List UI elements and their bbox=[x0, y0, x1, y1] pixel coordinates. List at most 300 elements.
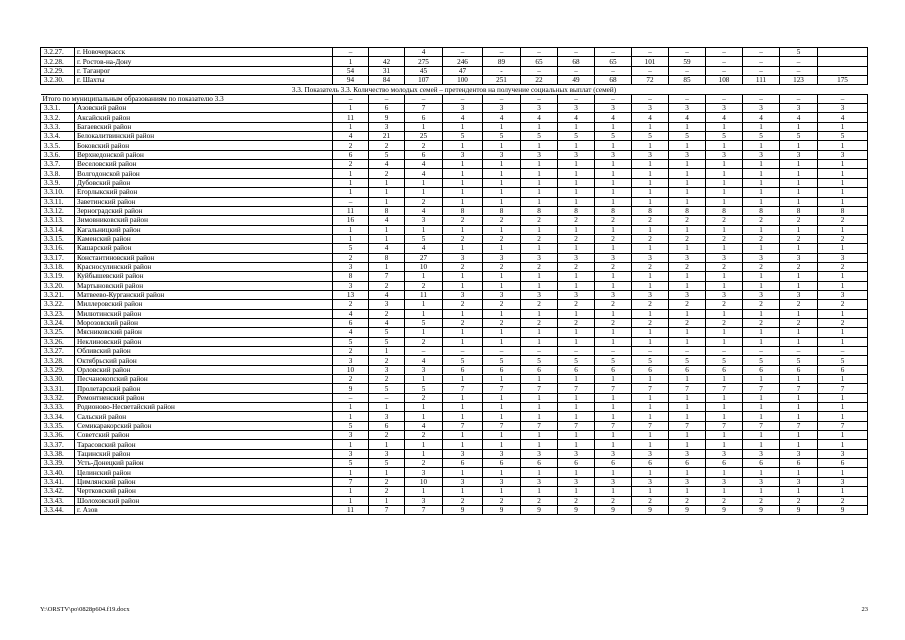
value-cell: 3 bbox=[595, 104, 632, 113]
value-cell: 7 bbox=[443, 421, 483, 430]
row-code: 3.2.29. bbox=[41, 66, 75, 75]
table-row bbox=[41, 206, 868, 215]
value-cell: 1 bbox=[632, 197, 669, 206]
value-cell: 7 bbox=[521, 421, 558, 430]
value-cell: 1 bbox=[706, 403, 743, 412]
value-cell: 1 bbox=[521, 178, 558, 187]
value-cell: 2 bbox=[483, 496, 521, 505]
row-code: 3.3.11. bbox=[41, 197, 75, 206]
value-cell: 3 bbox=[521, 477, 558, 486]
municipality-name: Заветинский район bbox=[75, 197, 333, 206]
value-cell: 8 bbox=[743, 206, 780, 215]
value-cell: 8 bbox=[780, 206, 818, 215]
value-cell: 1 bbox=[521, 337, 558, 346]
value-cell: 1 bbox=[558, 403, 595, 412]
row-code: 3.2.28. bbox=[41, 57, 75, 66]
value-cell: 1 bbox=[780, 141, 818, 150]
value-cell: 1 bbox=[521, 440, 558, 449]
value-cell: 1 bbox=[632, 169, 669, 178]
value-cell: 3 bbox=[558, 449, 595, 458]
value-cell: 1 bbox=[443, 281, 483, 290]
value-cell: 3 bbox=[333, 262, 369, 271]
value-cell: 1 bbox=[632, 440, 669, 449]
value-cell: 1 bbox=[706, 188, 743, 197]
value-cell: 107 bbox=[405, 76, 443, 85]
municipality-name: Шолоховский район bbox=[75, 496, 333, 505]
value-cell: 3 bbox=[780, 449, 818, 458]
value-cell: 1 bbox=[483, 272, 521, 281]
value-cell: – bbox=[483, 48, 521, 57]
value-cell: 1 bbox=[743, 122, 780, 131]
value-cell: 1 bbox=[483, 178, 521, 187]
municipality-name: Красносулинский район bbox=[75, 262, 333, 271]
value-cell: 3 bbox=[595, 290, 632, 299]
value-cell: – bbox=[669, 48, 706, 57]
value-cell: – bbox=[443, 347, 483, 356]
value-cell: 1 bbox=[369, 468, 405, 477]
row-code: 3.2.27. bbox=[41, 48, 75, 57]
value-cell: – bbox=[333, 48, 369, 57]
value-cell: 9 bbox=[443, 505, 483, 514]
value-cell: 7 bbox=[595, 421, 632, 430]
value-cell: 1 bbox=[521, 141, 558, 150]
value-cell: 8 bbox=[443, 206, 483, 215]
value-cell: 1 bbox=[669, 328, 706, 337]
table-row bbox=[41, 403, 868, 412]
value-cell: 2 bbox=[706, 300, 743, 309]
value-cell: 10 bbox=[405, 262, 443, 271]
value-cell bbox=[369, 48, 405, 57]
value-cell: 5 bbox=[818, 132, 868, 141]
value-cell: 3 bbox=[558, 104, 595, 113]
value-cell: 111 bbox=[743, 76, 780, 85]
value-cell: 1 bbox=[818, 141, 868, 150]
value-cell: 1 bbox=[706, 160, 743, 169]
value-cell: 2 bbox=[669, 216, 706, 225]
value-cell: 4 bbox=[743, 113, 780, 122]
value-cell: 3 bbox=[483, 253, 521, 262]
value-cell: 2 bbox=[780, 234, 818, 243]
value-cell: 72 bbox=[632, 76, 669, 85]
value-cell: 1 bbox=[443, 468, 483, 477]
value-cell: 5 bbox=[369, 384, 405, 393]
value-cell: 1 bbox=[669, 188, 706, 197]
value-cell: 9 bbox=[595, 505, 632, 514]
row-code: 3.3.10. bbox=[41, 188, 75, 197]
value-cell: 6 bbox=[706, 459, 743, 468]
value-cell: 27 bbox=[405, 253, 443, 262]
table-row bbox=[41, 281, 868, 290]
value-cell: 2 bbox=[558, 496, 595, 505]
value-cell: 21 bbox=[369, 132, 405, 141]
table-body bbox=[41, 48, 868, 515]
municipality-name: Веселовский район bbox=[75, 160, 333, 169]
value-cell: 1 bbox=[405, 487, 443, 496]
value-cell: 5 bbox=[483, 356, 521, 365]
value-cell: 2 bbox=[443, 262, 483, 271]
value-cell: 8 bbox=[669, 206, 706, 215]
value-cell: 2 bbox=[369, 431, 405, 440]
value-cell: 2 bbox=[743, 262, 780, 271]
value-cell: 1 bbox=[818, 440, 868, 449]
value-cell: 1 bbox=[706, 197, 743, 206]
value-cell: 2 bbox=[405, 281, 443, 290]
value-cell: 2 bbox=[483, 234, 521, 243]
value-cell: 1 bbox=[706, 244, 743, 253]
value-cell: 1 bbox=[405, 375, 443, 384]
value-cell: 1 bbox=[369, 347, 405, 356]
row-code: 3.3.4. bbox=[41, 132, 75, 141]
municipality-name: Семикаракорский район bbox=[75, 421, 333, 430]
value-cell: 1 bbox=[818, 393, 868, 402]
value-cell: 7 bbox=[818, 421, 868, 430]
value-cell: 1 bbox=[780, 337, 818, 346]
value-cell: 8 bbox=[558, 206, 595, 215]
value-cell: 1 bbox=[483, 403, 521, 412]
value-cell: 1 bbox=[333, 169, 369, 178]
table-row bbox=[41, 132, 868, 141]
value-cell: 5 bbox=[558, 356, 595, 365]
total-value-cell: – bbox=[405, 94, 443, 103]
value-cell: – bbox=[558, 347, 595, 356]
value-cell: 2 bbox=[521, 496, 558, 505]
value-cell: 47 bbox=[443, 66, 483, 75]
value-cell: 2 bbox=[632, 318, 669, 327]
value-cell: 1 bbox=[669, 468, 706, 477]
municipality-name: Мартыновский район bbox=[75, 281, 333, 290]
municipality-name: Зимовниковский район bbox=[75, 216, 333, 225]
value-cell: 1 bbox=[743, 440, 780, 449]
value-cell: 1 bbox=[669, 375, 706, 384]
value-cell: 1 bbox=[443, 197, 483, 206]
value-cell: 1 bbox=[706, 328, 743, 337]
value-cell: 2 bbox=[558, 262, 595, 271]
value-cell: 3 bbox=[595, 449, 632, 458]
value-cell: 1 bbox=[818, 272, 868, 281]
value-cell: 9 bbox=[669, 505, 706, 514]
value-cell: 1 bbox=[483, 412, 521, 421]
value-cell: 1 bbox=[669, 225, 706, 234]
value-cell: 6 bbox=[333, 150, 369, 159]
value-cell: 1 bbox=[743, 188, 780, 197]
value-cell: 3 bbox=[743, 104, 780, 113]
value-cell: 1 bbox=[369, 178, 405, 187]
table-row bbox=[41, 104, 868, 113]
value-cell: 1 bbox=[818, 178, 868, 187]
value-cell: 3 bbox=[818, 253, 868, 262]
municipality-name: Каменский район bbox=[75, 234, 333, 243]
value-cell: 1 bbox=[706, 272, 743, 281]
value-cell: 7 bbox=[443, 384, 483, 393]
value-cell: 1 bbox=[333, 225, 369, 234]
value-cell: 2 bbox=[443, 300, 483, 309]
value-cell: 3 bbox=[595, 253, 632, 262]
table-row bbox=[41, 440, 868, 449]
table-row bbox=[41, 225, 868, 234]
value-cell: 1 bbox=[595, 440, 632, 449]
value-cell: 5 bbox=[595, 356, 632, 365]
value-cell: 251 bbox=[483, 76, 521, 85]
value-cell: 1 bbox=[333, 122, 369, 131]
value-cell: 1 bbox=[706, 225, 743, 234]
value-cell: 1 bbox=[818, 188, 868, 197]
value-cell: 1 bbox=[669, 178, 706, 187]
total-value-cell: – bbox=[669, 94, 706, 103]
value-cell: 1 bbox=[743, 403, 780, 412]
value-cell: 4 bbox=[405, 48, 443, 57]
value-cell: 2 bbox=[369, 375, 405, 384]
value-cell: 3 bbox=[780, 290, 818, 299]
value-cell: 3 bbox=[483, 104, 521, 113]
table-row bbox=[41, 141, 868, 150]
value-cell: 1 bbox=[405, 272, 443, 281]
value-cell: 5 bbox=[780, 132, 818, 141]
value-cell: 3 bbox=[521, 449, 558, 458]
value-cell: 7 bbox=[405, 505, 443, 514]
value-cell: 1 bbox=[405, 412, 443, 421]
value-cell: 5 bbox=[521, 132, 558, 141]
total-value-cell: – bbox=[483, 94, 521, 103]
value-cell: 7 bbox=[483, 384, 521, 393]
value-cell: 1 bbox=[369, 234, 405, 243]
value-cell: 3 bbox=[818, 104, 868, 113]
value-cell: 1 bbox=[558, 160, 595, 169]
value-cell: 1 bbox=[443, 160, 483, 169]
value-cell: 1 bbox=[743, 178, 780, 187]
table-row bbox=[41, 375, 868, 384]
value-cell: 6 bbox=[818, 459, 868, 468]
value-cell: 1 bbox=[483, 328, 521, 337]
value-cell: 4 bbox=[333, 328, 369, 337]
value-cell: 2 bbox=[521, 300, 558, 309]
value-cell: – bbox=[632, 347, 669, 356]
value-cell: 22 bbox=[521, 76, 558, 85]
value-cell: 6 bbox=[706, 365, 743, 374]
total-value-cell: – bbox=[818, 94, 868, 103]
value-cell: 1 bbox=[743, 225, 780, 234]
table-row bbox=[41, 216, 868, 225]
row-code: 3.3.35. bbox=[41, 421, 75, 430]
value-cell: 2 bbox=[521, 216, 558, 225]
value-cell: 1 bbox=[333, 440, 369, 449]
value-cell: 1 bbox=[443, 272, 483, 281]
value-cell: 4 bbox=[706, 113, 743, 122]
value-cell: 2 bbox=[333, 375, 369, 384]
value-cell: 1 bbox=[780, 122, 818, 131]
value-cell: 1 bbox=[369, 496, 405, 505]
value-cell: – bbox=[521, 347, 558, 356]
total-value-cell: – bbox=[780, 94, 818, 103]
table-row bbox=[41, 244, 868, 253]
value-cell: 1 bbox=[632, 225, 669, 234]
value-cell: 2 bbox=[558, 318, 595, 327]
value-cell: 5 bbox=[333, 459, 369, 468]
value-cell: 6 bbox=[818, 365, 868, 374]
value-cell: 2 bbox=[483, 262, 521, 271]
value-cell: 3 bbox=[405, 496, 443, 505]
value-cell: – bbox=[743, 48, 780, 57]
municipality-name: Орловский район bbox=[75, 365, 333, 374]
total-value-cell: – bbox=[521, 94, 558, 103]
value-cell: 1 bbox=[818, 375, 868, 384]
table-row bbox=[41, 356, 868, 365]
value-cell: 5 bbox=[333, 421, 369, 430]
value-cell: 1 bbox=[521, 309, 558, 318]
value-cell: 2 bbox=[780, 496, 818, 505]
value-cell: 123 bbox=[780, 76, 818, 85]
section-title: 3.3. Показатель 3.3. Количество молодых семей – претендентов на получение социальных выплат (семей) bbox=[291, 85, 617, 94]
value-cell: 3 bbox=[369, 365, 405, 374]
value-cell: 1 bbox=[632, 337, 669, 346]
value-cell: – bbox=[443, 48, 483, 57]
value-cell: 1 bbox=[743, 272, 780, 281]
value-cell: 1 bbox=[818, 412, 868, 421]
value-cell: 6 bbox=[333, 318, 369, 327]
value-cell: 4 bbox=[669, 113, 706, 122]
value-cell: 1 bbox=[669, 337, 706, 346]
value-cell: 1 bbox=[669, 393, 706, 402]
value-cell: 1 bbox=[706, 309, 743, 318]
value-cell: 5 bbox=[443, 356, 483, 365]
value-cell: 3 bbox=[743, 150, 780, 159]
value-cell: 1 bbox=[405, 440, 443, 449]
value-cell: 1 bbox=[595, 244, 632, 253]
municipality-name: Тацинский район bbox=[75, 449, 333, 458]
value-cell: 3 bbox=[780, 253, 818, 262]
value-cell: 2 bbox=[405, 459, 443, 468]
value-cell: 2 bbox=[706, 496, 743, 505]
table-row bbox=[41, 468, 868, 477]
value-cell: 4 bbox=[405, 160, 443, 169]
value-cell: 4 bbox=[333, 132, 369, 141]
table-row bbox=[41, 169, 868, 178]
value-cell: 1 bbox=[521, 403, 558, 412]
value-cell: 3 bbox=[669, 253, 706, 262]
value-cell: 9 bbox=[706, 505, 743, 514]
value-cell: 1 bbox=[669, 412, 706, 421]
value-cell bbox=[818, 48, 868, 57]
value-cell: 3 bbox=[521, 290, 558, 299]
value-cell: 1 bbox=[669, 431, 706, 440]
value-cell: 1 bbox=[558, 225, 595, 234]
value-cell: 1 bbox=[632, 328, 669, 337]
value-cell: 1 bbox=[743, 468, 780, 477]
value-cell: 7 bbox=[558, 421, 595, 430]
value-cell: 1 bbox=[595, 225, 632, 234]
value-cell: 1 bbox=[558, 281, 595, 290]
table-row bbox=[41, 178, 868, 187]
value-cell: 1 bbox=[521, 188, 558, 197]
value-cell: – bbox=[333, 393, 369, 402]
value-cell: 3 bbox=[443, 290, 483, 299]
value-cell: 1 bbox=[483, 197, 521, 206]
value-cell: 1 bbox=[595, 272, 632, 281]
value-cell: 4 bbox=[405, 169, 443, 178]
value-cell: 1 bbox=[595, 393, 632, 402]
value-cell: 1 bbox=[521, 468, 558, 477]
value-cell: 54 bbox=[333, 66, 369, 75]
value-cell: 1 bbox=[780, 197, 818, 206]
value-cell: 6 bbox=[405, 150, 443, 159]
row-code: 3.3.44. bbox=[41, 505, 75, 514]
value-cell: 2 bbox=[405, 141, 443, 150]
value-cell: 1 bbox=[521, 375, 558, 384]
value-cell: 2 bbox=[405, 393, 443, 402]
value-cell: 1 bbox=[743, 281, 780, 290]
value-cell: 1 bbox=[483, 431, 521, 440]
value-cell: 1 bbox=[780, 412, 818, 421]
value-cell: 2 bbox=[483, 216, 521, 225]
value-cell: 1 bbox=[632, 272, 669, 281]
value-cell: 49 bbox=[558, 76, 595, 85]
value-cell: 1 bbox=[595, 309, 632, 318]
value-cell: 1 bbox=[333, 104, 369, 113]
value-cell: 1 bbox=[780, 403, 818, 412]
row-code: 3.3.17. bbox=[41, 253, 75, 262]
value-cell: 1 bbox=[443, 169, 483, 178]
row-code: 3.3.5. bbox=[41, 141, 75, 150]
municipality-name: Кашарский район bbox=[75, 244, 333, 253]
value-cell: 1 bbox=[483, 169, 521, 178]
value-cell: 2 bbox=[706, 216, 743, 225]
value-cell: 8 bbox=[369, 253, 405, 262]
value-cell: 7 bbox=[780, 421, 818, 430]
value-cell: 1 bbox=[558, 178, 595, 187]
value-cell: 3 bbox=[333, 449, 369, 458]
value-cell: 3 bbox=[706, 477, 743, 486]
value-cell: 1 bbox=[743, 431, 780, 440]
municipality-name: г. Таганрог bbox=[75, 66, 333, 75]
total-value-cell: – bbox=[632, 94, 669, 103]
value-cell: 9 bbox=[369, 113, 405, 122]
value-cell: – bbox=[780, 57, 818, 66]
value-cell: 2 bbox=[443, 318, 483, 327]
value-cell: 1 bbox=[706, 431, 743, 440]
value-cell: 94 bbox=[333, 76, 369, 85]
value-cell: 2 bbox=[443, 216, 483, 225]
value-cell: 1 bbox=[669, 440, 706, 449]
document-page bbox=[40, 47, 867, 515]
value-cell: 1 bbox=[483, 309, 521, 318]
value-cell: 68 bbox=[595, 76, 632, 85]
value-cell: 11 bbox=[333, 206, 369, 215]
value-cell: 1 bbox=[443, 393, 483, 402]
value-cell: 1 bbox=[669, 169, 706, 178]
row-code: 3.3.39. bbox=[41, 459, 75, 468]
value-cell: 2 bbox=[595, 234, 632, 243]
table-row bbox=[41, 505, 868, 514]
value-cell: 1 bbox=[405, 300, 443, 309]
value-cell: 1 bbox=[369, 197, 405, 206]
value-cell: – bbox=[595, 48, 632, 57]
row-code: 3.3.28. bbox=[41, 356, 75, 365]
row-code: 3.3.22. bbox=[41, 300, 75, 309]
value-cell: – bbox=[780, 347, 818, 356]
value-cell: – bbox=[706, 66, 743, 75]
value-cell: 2 bbox=[743, 496, 780, 505]
table-row bbox=[41, 150, 868, 159]
value-cell: 1 bbox=[818, 328, 868, 337]
value-cell: 9 bbox=[483, 505, 521, 514]
value-cell: 1 bbox=[483, 244, 521, 253]
municipality-name: Родионово-Несветайский район bbox=[75, 403, 333, 412]
value-cell: 8 bbox=[369, 206, 405, 215]
value-cell: 1 bbox=[818, 160, 868, 169]
municipality-name: Пролетарский район bbox=[75, 384, 333, 393]
value-cell: 1 bbox=[405, 188, 443, 197]
municipality-name: Сальский район bbox=[75, 412, 333, 421]
indicators-table bbox=[40, 47, 868, 515]
